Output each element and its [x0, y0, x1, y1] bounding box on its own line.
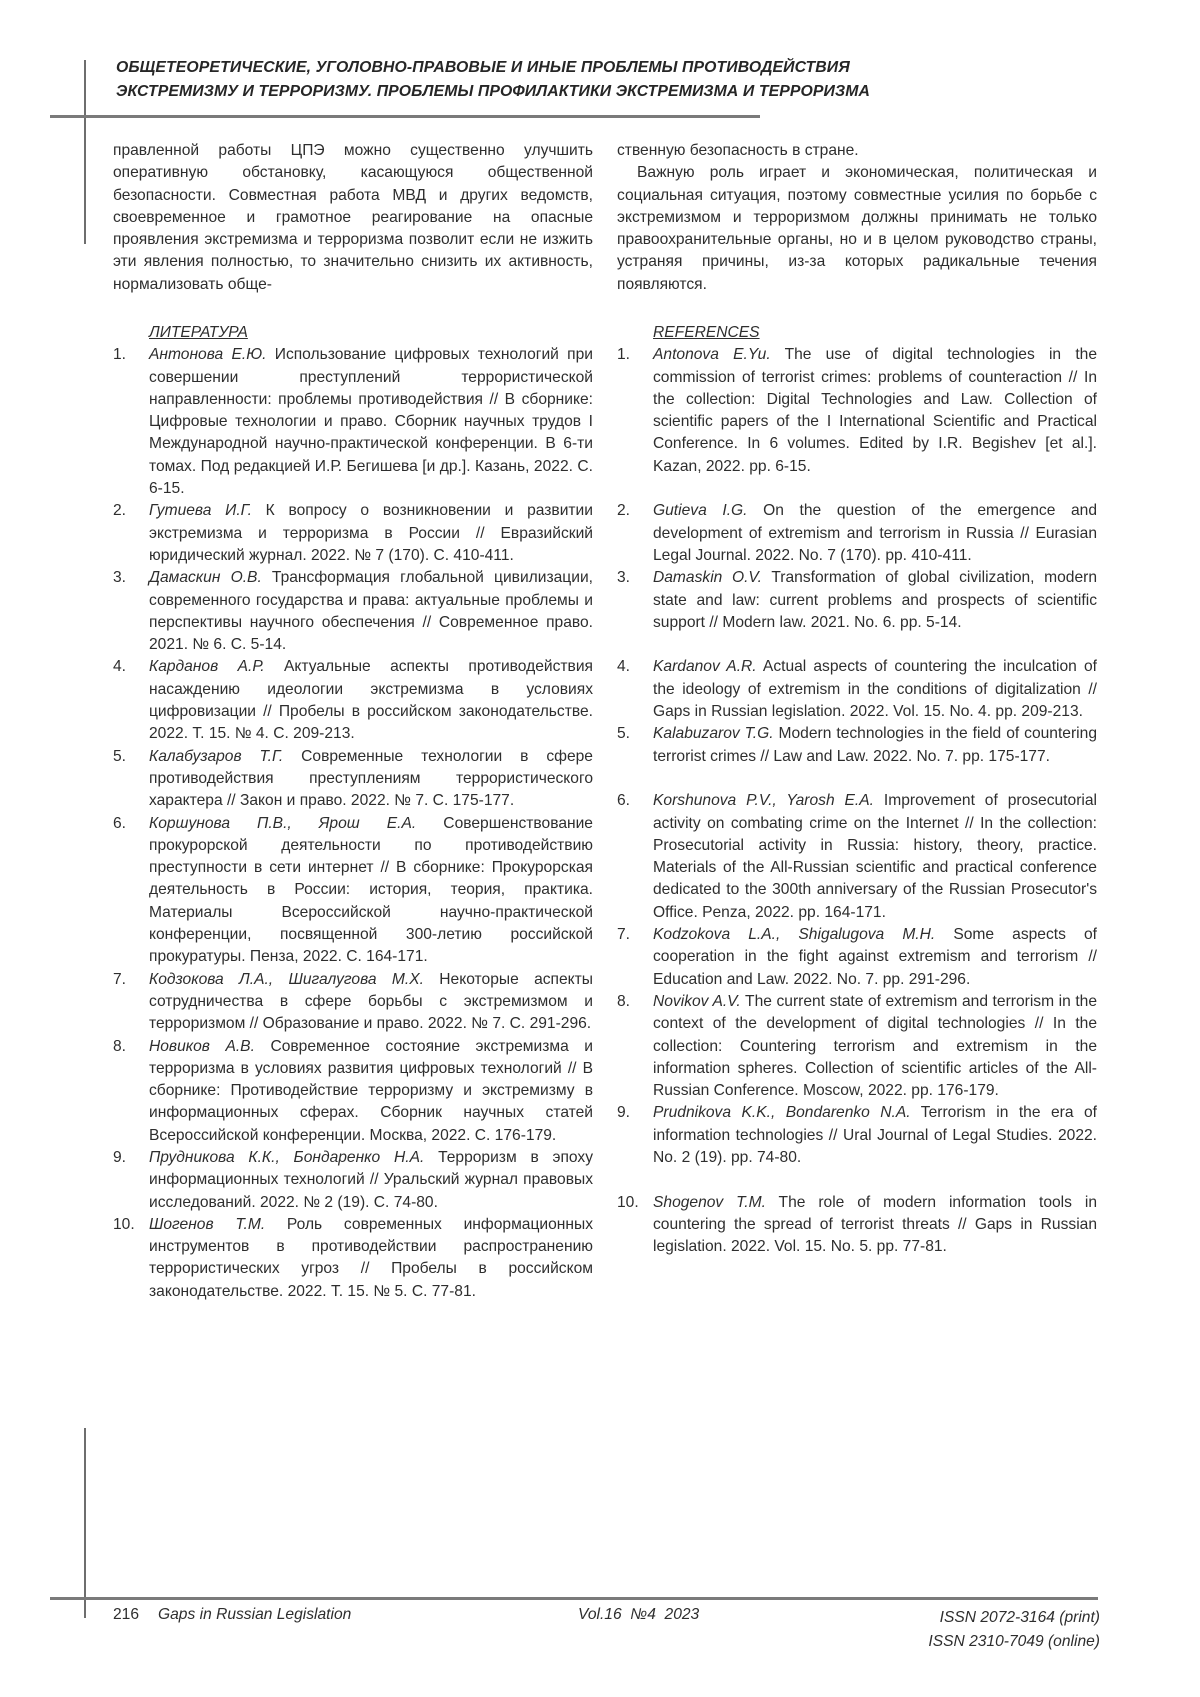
reference-author: Kodzokova L.A., Shigalugova M.H. [653, 926, 936, 944]
issn-online: ISSN 2310-7049 (online) [928, 1633, 1100, 1650]
literature-item [113, 1147, 593, 1214]
reference-author: Korshunova P.V., Yarosh E.A. [653, 792, 874, 810]
literature-item [113, 1036, 593, 1147]
reference-item [617, 344, 1097, 478]
reference-item [617, 790, 1097, 924]
reference-number: 1. [113, 346, 127, 364]
reference-number: 2. [617, 502, 631, 520]
reference-author: Новиков А.В. [149, 1037, 255, 1055]
literature-item [113, 813, 593, 969]
reference-author: Шогенов Т.М. [149, 1215, 266, 1233]
body-paragraph: Важную роль играет и экономическая, политическая и социальная ситуация, поэтому совместные усилия по борьбе с экстремизмом и терроризмом должны принимать не только правоохранительные органы, но и в целом руководство страны, устраняя причины, из-за которых радикальные течения появляются. [617, 164, 1097, 293]
reference-text: Transformation of global civilization, modern state and law: current problems and prospects of scientific support // Modern law. 2021. No. 6. pp. 5-14. [653, 569, 1098, 631]
literature-list [113, 322, 593, 1303]
footer-rule [50, 1597, 1098, 1600]
reference-text: Improvement of prosecutorial activity on combating crime on the Internet // In the collection: Prosecutorial activity in Russia: history, theory, practice. Materials of the All-Russian scientific and practical conference dedicated to the 300th anniversary of the Russian Prosecutor's Office. Penza, 2022. pp. 164-171. [653, 792, 1097, 921]
reference-text: Использование цифровых технологий при совершении преступлений террористической направленности: проблемы противодействия // В сборнике: Цифровые технологии и право. Сборник научных трудов I Международной научно-практической конференции. В 6-ти томах. Под редакцией И.Р. Бегишева [и др.]. Казань, 2022. С. 6-15. [149, 346, 593, 498]
reference-number: 3. [113, 569, 127, 587]
running-head [116, 56, 1116, 104]
reference-number: 7. [113, 970, 127, 988]
body-paragraph: ственную безопасность в стране. [617, 142, 859, 159]
reference-item [617, 500, 1097, 567]
reference-author: Кодзокова Л.А., Шигалугова М.Х. [149, 970, 424, 988]
reference-text: Трансформация глобальной цивилизации, современного государства и права: актуальные проблемы и перспективы научного обеспечения // Современное право. 2021. № 6. С. 5-14. [149, 569, 593, 654]
reference-text: Some aspects of cooperation in the fight against extremism and terrorism // Education and Law. 2022. No. 7. pp. 291-296. [653, 926, 1097, 988]
issue-info: Vol.16 №4 2023 [578, 1606, 700, 1623]
reference-author: Дамаскин О.В. [149, 569, 262, 587]
reference-author: Карданов А.Р. [149, 658, 265, 676]
reference-item [617, 656, 1097, 723]
literature-item [113, 746, 593, 813]
reference-number: 7. [617, 926, 631, 944]
reference-author: Коршунова П.В., Ярош Е.А. [149, 814, 417, 832]
reference-item [617, 924, 1097, 991]
reference-number: 6. [617, 792, 631, 810]
reference-text: The current state of extremism and terrorism in the context of the development of digital technologies // In the collection: Countering terrorism and extremism in the information spheres. Collection of scientific articles of the All-Russian Conference. Moscow, 2022. pp. 176-179. [653, 992, 1098, 1100]
reference-text: Актуальные аспекты противодействия насаждению идеологии экстремизма в условиях цифровизации // Пробелы в российском законодательстве. 2022. Т. 15. № 4. С. 209-213. [149, 658, 593, 743]
reference-text: On the question of the emergence and development of extremism and terrorism in Russia // Eurasian Legal Journal. 2022. No. 7 (170). pp. 410-411. [653, 502, 1098, 564]
reference-number: 10. [617, 1193, 639, 1211]
reference-text: Modern technologies in the field of countering terrorist crimes // Law and Law. 2022. No. 7. pp. 175-177. [653, 725, 1097, 765]
reference-text: Роль современных информационных инструментов в противодействии распространению террористических угроз // Пробелы в российском законодательстве. 2022. Т. 15. № 5. С. 77-81. [149, 1215, 594, 1300]
literature-item [113, 969, 593, 1036]
reference-item [617, 1102, 1097, 1169]
reference-item [617, 723, 1097, 768]
literature-item [113, 1214, 593, 1303]
reference-author: Novikov A.V. [653, 992, 741, 1010]
body-column-left [113, 140, 593, 296]
reference-text: К вопросу о возникновении и развитии экстремизма и терроризма в России // Евразийский юридический журнал. 2022. № 7 (170). С. 410-411. [149, 502, 593, 564]
reference-author: Prudnikova K.K., Bondarenko N.A. [653, 1104, 911, 1122]
reference-text: Actual aspects of countering the inculcation of the ideology of extremism in the conditions of digitalization // Gaps in Russian legislation. 2022. Vol. 15. No. 4. pp. 209-213. [653, 658, 1097, 721]
reference-text: The use of digital technologies in the commission of terrorist crimes: problems of counteraction // In the collection: Digital Technologies and Law. Collection of scientific papers of the I International Scientific and Practical Conference. In 6 volumes. Edited by I.R. Begishev [et al.]. Kazan, 2022. pp. 6-15. [653, 346, 1097, 475]
reference-number: 8. [617, 992, 631, 1010]
reference-number: 4. [113, 658, 127, 676]
reference-author: Shogenov T.M. [653, 1193, 766, 1211]
reference-item [617, 991, 1097, 1102]
references-heading: REFERENCES [653, 324, 760, 341]
reference-text: Совершенствование прокурорской деятельности по противодействию преступности в сети интернет // В сборнике: Прокурорская деятельность в России: история, теория, практика. Материалы Всероссийской научно-практической конференции, посвященной 300-летию российской прокуратуры. Пенза, 2022. С. 164-171. [149, 814, 593, 966]
reference-number: 4. [617, 658, 631, 676]
reference-number: 9. [617, 1104, 631, 1122]
reference-item [617, 1192, 1097, 1259]
reference-author: Kalabuzarov T.G. [653, 725, 774, 743]
journal-name: Gaps in Russian Legislation [158, 1606, 352, 1623]
reference-text: Терроризм в эпоху информационных технологий // Уральский журнал правовых исследований. 2022. № 2 (19). С. 74-80. [149, 1148, 593, 1211]
reference-author: Gutieva I.G. [653, 502, 748, 520]
reference-number: 6. [113, 814, 127, 832]
body-paragraph: правленной работы ЦПЭ можно существенно улучшить оперативную обстановку, касающуюся общественной безопасности. Совместная работа МВД и других ведомств, своевременное и грамотное реагирование на опасные проявления экстремизма и терроризма позволит если не изжить эти явления полностью, то значительно снизить их активность, нормализовать обще- [113, 142, 593, 293]
reference-text: Terrorism in the era of information technologies // Ural Journal of Legal Studies. 2022. No. 2 (19). pp. 74-80. [653, 1104, 1097, 1166]
reference-text: The role of modern information tools in countering the spread of terrorist threats // Gaps in Russian legislation. 2022. Vol. 15. No. 5. pp. 77-81. [653, 1193, 1097, 1256]
body-column-right [617, 140, 1097, 296]
reference-author: Прудникова К.К., Бондаренко Н.А. [149, 1148, 425, 1166]
reference-author: Антонова Е.Ю. [149, 346, 267, 364]
reference-item [617, 567, 1097, 634]
reference-text: Современное состояние экстремизма и терроризма в условиях развития цифровых технологий // В сборнике: Противодействие терроризму и экстремизму в информационных сферах. Сборник научных статей Всероссийской конференции. Москва, 2022. С. 176-179. [149, 1037, 593, 1144]
references-list [617, 322, 1097, 1258]
reference-author: Damaskin O.V. [653, 569, 762, 587]
literature-item [113, 500, 593, 567]
running-head-line-1: ОБЩЕТЕОРЕТИЧЕСКИЕ, УГОЛОВНО-ПРАВОВЫЕ И ИНЫЕ ПРОБЛЕМЫ ПРОТИВОДЕЙСТВИЯ [116, 59, 850, 76]
literature-item [113, 656, 593, 745]
reference-number: 3. [617, 569, 631, 587]
reference-number: 5. [617, 725, 631, 743]
reference-author: Калабузаров Т.Г. [149, 747, 284, 765]
margin-rule-bottom [84, 1428, 86, 1618]
reference-number: 8. [113, 1037, 127, 1055]
page-number: 216 [113, 1606, 140, 1623]
reference-number: 9. [113, 1148, 127, 1166]
reference-number: 10. [113, 1215, 135, 1233]
literature-item [113, 567, 593, 656]
reference-text: Некоторые аспекты сотрудничества в сфере борьбы с экстремизмом и терроризмом // Образование и право. 2022. № 7. С. 291-296. [149, 970, 594, 1033]
literature-heading: ЛИТЕРАТУРА [149, 324, 248, 341]
reference-author: Antonova E.Yu. [653, 346, 771, 364]
reference-author: Гутиева И.Г. [149, 502, 252, 520]
running-head-line-2: ЭКСТРЕМИЗМУ И ТЕРРОРИЗМУ. ПРОБЛЕМЫ ПРОФИЛАКТИКИ ЭКСТРЕМИЗМА И ТЕРРОРИЗМА [116, 83, 871, 100]
header-rule [50, 115, 760, 118]
issn-block [928, 1606, 1100, 1654]
issn-print: ISSN 2072-3164 (print) [939, 1609, 1100, 1626]
reference-text: Современные технологии в сфере противодействия преступлениям террористического характера // Закон и право. 2022. № 7. С. 175-177. [149, 747, 593, 810]
reference-number: 2. [113, 502, 127, 520]
reference-number: 1. [617, 346, 631, 364]
margin-rule-top [84, 60, 86, 244]
literature-item [113, 344, 593, 500]
reference-author: Kardanov A.R. [653, 658, 757, 676]
reference-number: 5. [113, 747, 127, 765]
